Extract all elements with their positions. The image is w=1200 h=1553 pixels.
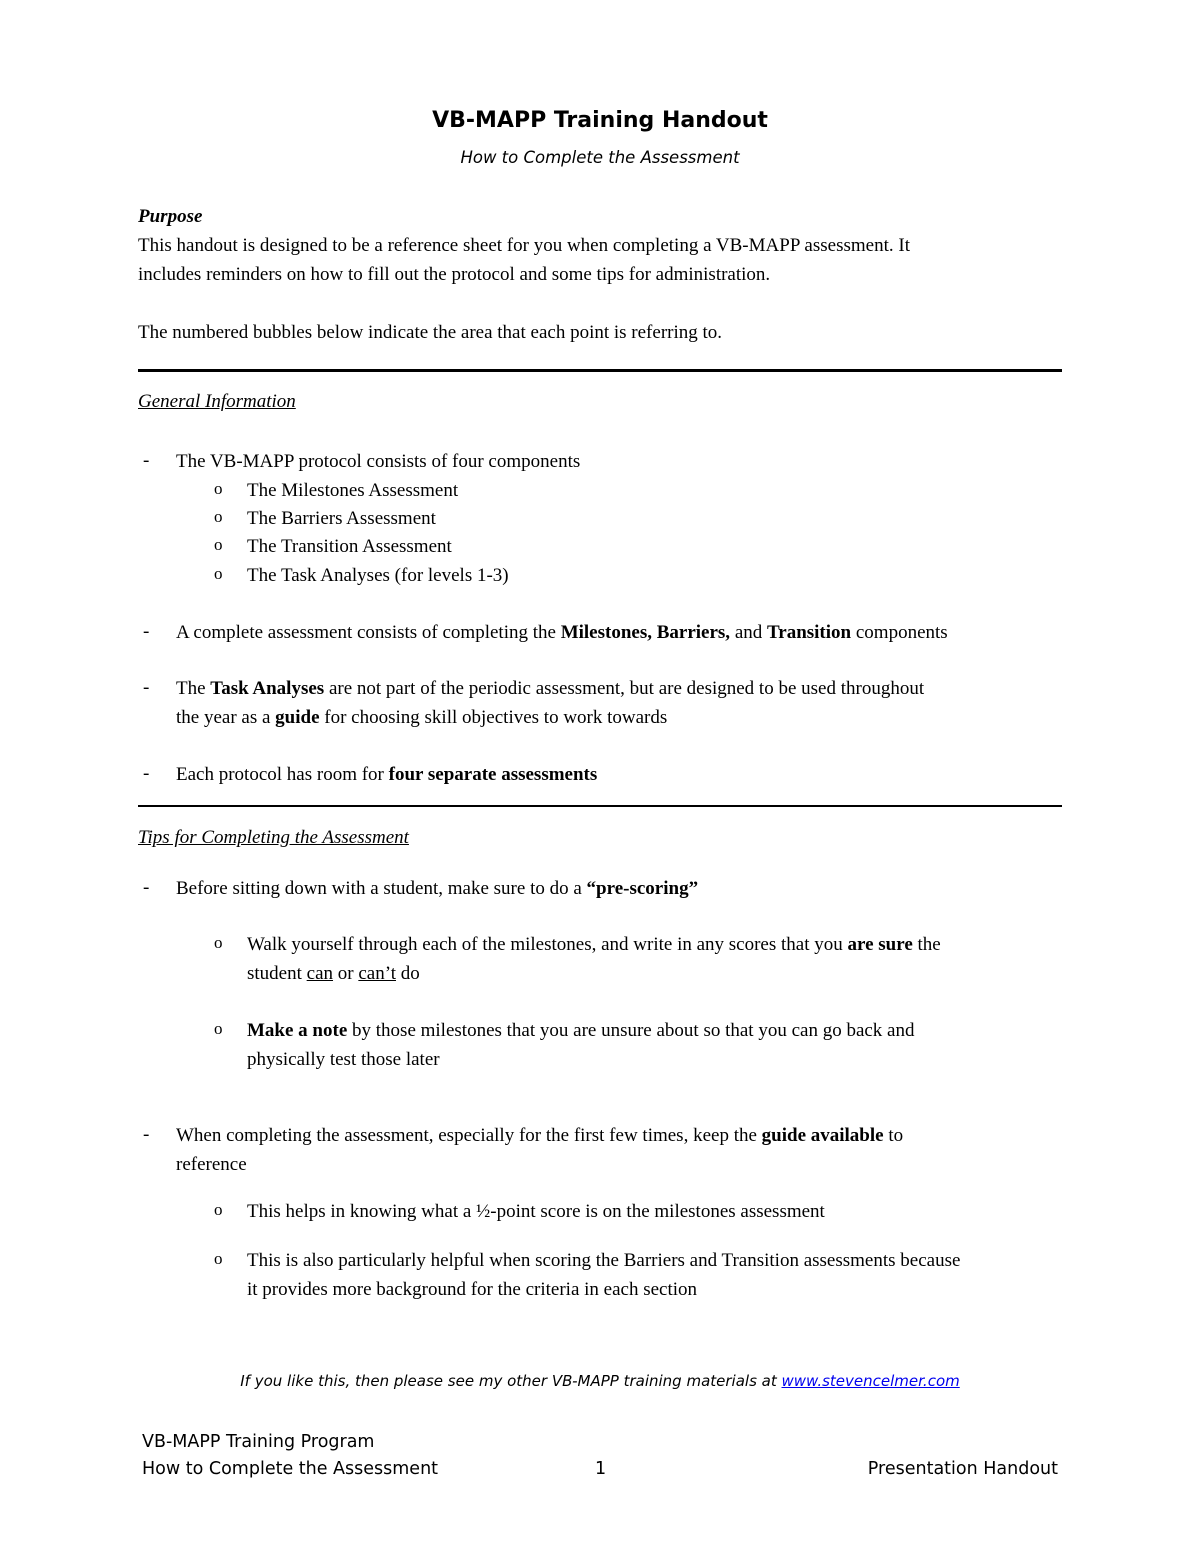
general-item-complete-assessment: A complete assessment consists of completing the Milestones, Barriers, and Transition components — [176, 622, 948, 643]
purpose-heading: Purpose — [138, 206, 203, 227]
dash-bullet: - — [143, 677, 150, 698]
component-milestones: The Milestones Assessment — [247, 480, 459, 501]
purpose-note: The numbered bubbles below indicate the area that each point is referring to. — [138, 322, 723, 343]
purpose-line-2: includes reminders on how to fill out the protocol and some tips for administration. — [138, 264, 771, 285]
footnote: If you like this, then please see my other VB-MAPP training materials at www.stevencelmer.com — [240, 1372, 960, 1390]
dash-bullet: - — [143, 450, 150, 471]
tips-item-guide-available: When completing the assessment, especially for the first few times, keep the guide available to reference — [176, 1125, 904, 1175]
purpose-line-1: This handout is designed to be a reference sheet for you when completing a VB-MAPP assessment. It — [138, 235, 910, 256]
tips-sub-walk-through: Walk yourself through each of the milestones, and write in any scores that you are sure the student can or can’t do — [247, 934, 941, 984]
footer-program: VB-MAPP Training Program — [142, 1432, 375, 1452]
tips-sub-barriers-transition: This is also particularly helpful when scoring the Barriers and Transition assessments because it provides more background for the criteria in each section — [247, 1250, 961, 1300]
general-item-task-analyses: The Task Analyses are not part of the periodic assessment, but are designed to be used throughout the year as a guide for choosing skill objectives to work towards — [176, 678, 925, 728]
circle-bullet: o — [214, 1019, 223, 1038]
tips-heading: Tips for Completing the Assessment — [138, 827, 409, 848]
component-barriers: The Barriers Assessment — [247, 508, 436, 529]
circle-bullet: o — [214, 564, 223, 583]
tips-sub-half-point: This helps in knowing what a ½-point score is on the milestones assessment — [247, 1201, 825, 1222]
document-subtitle: How to Complete the Assessment — [460, 148, 740, 167]
general-information-heading: General Information — [138, 391, 296, 412]
tips-sub-make-note: Make a note by those milestones that you are unsure about so that you can go back and physically test those later — [247, 1020, 915, 1070]
circle-bullet: o — [214, 535, 223, 554]
component-task-analyses: The Task Analyses (for levels 1-3) — [247, 565, 509, 586]
footer-right-label: Presentation Handout — [867, 1459, 1058, 1479]
section-divider — [138, 805, 1062, 807]
general-item-four-assessments: Each protocol has room for four separate assessments — [176, 764, 598, 785]
circle-bullet: o — [214, 507, 223, 526]
tips-item-pre-scoring: Before sitting down with a student, make sure to do a “pre-scoring” — [176, 878, 699, 899]
component-transition: The Transition Assessment — [247, 536, 452, 557]
circle-bullet: o — [214, 1200, 223, 1219]
section-divider — [138, 369, 1062, 372]
circle-bullet: o — [214, 933, 223, 952]
page-number: 1 — [595, 1459, 607, 1479]
footer-subtitle: How to Complete the Assessment — [142, 1459, 439, 1479]
dash-bullet: - — [143, 1124, 150, 1145]
website-link[interactable]: www.stevencelmer.com — [781, 1372, 960, 1390]
dash-bullet: - — [143, 877, 150, 898]
dash-bullet: - — [143, 763, 150, 784]
dash-bullet: - — [143, 621, 150, 642]
general-item-components: The VB-MAPP protocol consists of four components — [176, 451, 581, 472]
document-title: VB-MAPP Training Handout — [432, 108, 768, 133]
circle-bullet: o — [214, 1249, 223, 1268]
circle-bullet: o — [214, 479, 223, 498]
